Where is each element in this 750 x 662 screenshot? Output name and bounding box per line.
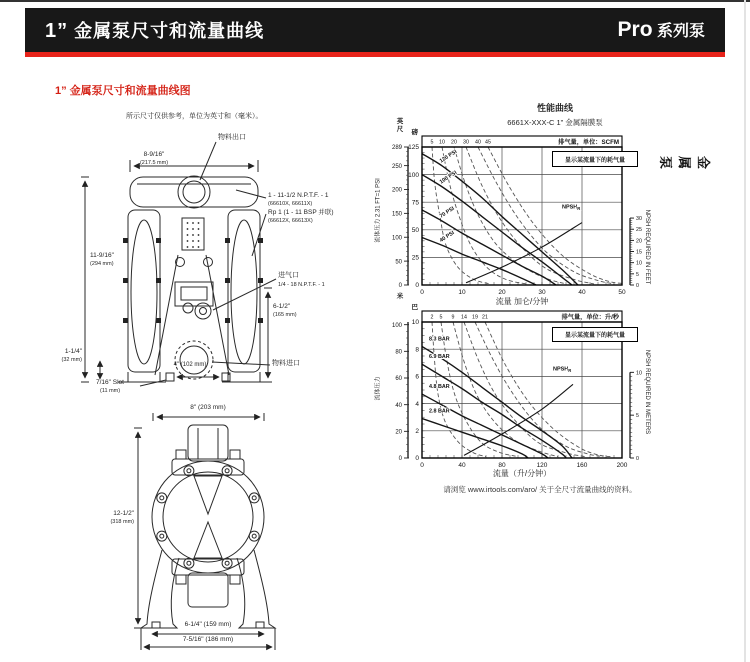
inlet-label: 物料进口 bbox=[272, 360, 300, 367]
svg-text:0: 0 bbox=[415, 455, 419, 463]
dim-slot: 7/16" Slot bbox=[96, 379, 124, 386]
svg-text:80: 80 bbox=[498, 462, 506, 469]
svg-text:19: 19 bbox=[472, 314, 478, 321]
svg-text:9: 9 bbox=[451, 314, 455, 321]
svg-text:排气量，单位：SCFM: 排气量，单位：SCFM bbox=[558, 138, 619, 146]
dim-width-front: 8-9/16" bbox=[143, 151, 165, 158]
svg-text:5: 5 bbox=[439, 314, 443, 321]
svg-text:60: 60 bbox=[395, 376, 402, 383]
svg-text:40: 40 bbox=[458, 462, 466, 469]
svg-text:0: 0 bbox=[636, 283, 639, 289]
svg-text:0: 0 bbox=[398, 283, 402, 290]
drawing-note: 所示尺寸仅供参考，单位为英寸和（毫米）。 bbox=[126, 113, 263, 120]
svg-text:磅: 磅 bbox=[411, 129, 418, 136]
svg-text:100: 100 bbox=[391, 322, 402, 329]
dim-air-height: 6-1/2" bbox=[273, 303, 291, 310]
dim-slot-mm: (11 mm) bbox=[100, 388, 121, 394]
chart1-y-axis-label: 流体压力 2.31 FT=1 PSI bbox=[375, 178, 382, 243]
svg-text:125: 125 bbox=[408, 144, 419, 152]
svg-text:0: 0 bbox=[420, 289, 424, 296]
svg-text:4.8 BAR: 4.8 BAR bbox=[429, 384, 450, 391]
svg-text:100: 100 bbox=[408, 171, 419, 179]
dim-height-side-mm: (318 mm) bbox=[110, 519, 134, 525]
chart1-legend-note: 显示某流量下的耗气量 bbox=[552, 151, 638, 167]
page-title-size: 1” bbox=[45, 20, 69, 42]
svg-text:10: 10 bbox=[411, 319, 419, 327]
svg-text:NPSHR: $NPSH_R$ bbox=[562, 204, 581, 212]
svg-text:8: 8 bbox=[415, 346, 419, 354]
svg-text:2.8 BAR: 2.8 BAR bbox=[429, 408, 450, 415]
svg-text:20: 20 bbox=[498, 289, 506, 296]
page-title: 1” 金属泵尺寸和流量曲线 bbox=[45, 20, 265, 42]
svg-text:250: 250 bbox=[391, 163, 402, 170]
section-title: 1” 金属泵尺寸和流量曲线图 bbox=[55, 85, 191, 97]
svg-text:0: 0 bbox=[636, 456, 639, 462]
air-inlet-spec: 1/4 - 18 N.P.T.F. - 1 bbox=[278, 282, 325, 288]
dim-width-front-mm: (217.5 mm) bbox=[139, 160, 169, 166]
chart1-npsh-axis-label: NPSH REQUIRED IN FEET bbox=[644, 209, 650, 285]
svg-text:10: 10 bbox=[636, 370, 642, 377]
right-edge-rule bbox=[744, 0, 746, 662]
svg-text:8.3 BAR: 8.3 BAR bbox=[429, 336, 450, 343]
svg-text:25: 25 bbox=[411, 254, 419, 262]
chart2-legend-note: 显示某流量下的耗气量 bbox=[552, 327, 638, 342]
svg-text:英: 英 bbox=[396, 118, 404, 125]
svg-text:30: 30 bbox=[463, 139, 469, 146]
page-header bbox=[25, 8, 725, 52]
svg-text:NPSHR: $NPSH_R$ bbox=[553, 366, 572, 373]
svg-text:21: 21 bbox=[482, 314, 488, 321]
svg-text:45: 45 bbox=[485, 139, 491, 146]
svg-text:120: 120 bbox=[536, 462, 548, 469]
svg-text:150: 150 bbox=[391, 211, 402, 218]
svg-text:0: 0 bbox=[415, 282, 419, 290]
svg-text:100 PSI: 100 PSI bbox=[438, 169, 459, 186]
svg-text:70 PSI: 70 PSI bbox=[438, 205, 456, 220]
svg-text:尺: 尺 bbox=[396, 126, 404, 133]
svg-text:20: 20 bbox=[451, 139, 457, 146]
svg-text:40 PSI: 40 PSI bbox=[438, 230, 456, 244]
svg-text:50: 50 bbox=[395, 259, 402, 266]
dim-bolt-span: 4" (102 mm) bbox=[173, 362, 207, 368]
svg-text:40: 40 bbox=[578, 289, 586, 296]
svg-text:14: 14 bbox=[461, 314, 467, 321]
svg-text:15: 15 bbox=[636, 249, 642, 256]
svg-text:米: 米 bbox=[396, 293, 404, 300]
dim-foot-height: 1-1/4" bbox=[64, 348, 82, 355]
svg-text:10: 10 bbox=[439, 139, 445, 146]
svg-text:160: 160 bbox=[576, 462, 588, 469]
svg-text:0: 0 bbox=[398, 456, 402, 463]
svg-text:2: 2 bbox=[415, 428, 419, 435]
header-red-rule bbox=[25, 52, 725, 57]
svg-text:200: 200 bbox=[391, 187, 402, 194]
svg-text:30: 30 bbox=[538, 289, 546, 296]
dim-width-side: 8" (203 mm) bbox=[190, 404, 226, 411]
svg-text:120 PSI: 120 PSI bbox=[438, 148, 459, 165]
outlet-label: 物料出口 bbox=[218, 134, 246, 141]
svg-text:0: 0 bbox=[420, 462, 424, 469]
port-spec-line3: Rp 1 (1 - 11 BSP 并联) bbox=[268, 209, 334, 216]
chart2-npsh-axis-label: NPSH REQUIRED IN METERS bbox=[644, 349, 650, 435]
dim-feet-outer: 7-5/16" (186 mm) bbox=[182, 636, 234, 643]
svg-text:30: 30 bbox=[636, 216, 642, 223]
svg-text:100: 100 bbox=[391, 235, 402, 242]
chart2-y-axis-label: 流体压力 bbox=[375, 376, 382, 401]
svg-text:2: 2 bbox=[430, 314, 434, 321]
svg-text:6.9 BAR: 6.9 BAR bbox=[429, 354, 450, 361]
chart-model-subtitle: 6661X-XXX-C 1” 金属隔膜泵 bbox=[507, 118, 603, 127]
dim-height-front: 11-9/16" bbox=[90, 252, 114, 259]
side-tab-label: 金属泵 bbox=[658, 156, 711, 176]
svg-text:75: 75 bbox=[411, 199, 419, 207]
svg-text:5: 5 bbox=[636, 413, 639, 420]
port-spec-line4: (66612X, 66613X) bbox=[268, 218, 313, 224]
svg-text:289: 289 bbox=[391, 145, 402, 152]
top-edge-rule bbox=[0, 0, 750, 2]
flange-bolts bbox=[157, 466, 259, 568]
dim-feet-inner: 6-1/4" (159 mm) bbox=[184, 621, 232, 628]
svg-text:50: 50 bbox=[411, 227, 419, 234]
port-spec-line2: (66610X, 66611X) bbox=[268, 201, 313, 207]
svg-text:20: 20 bbox=[395, 429, 402, 436]
svg-text:40: 40 bbox=[395, 402, 402, 409]
dim-height-side: 12-1/2" bbox=[113, 510, 134, 517]
svg-text:5: 5 bbox=[636, 271, 639, 278]
svg-text:80: 80 bbox=[395, 349, 402, 356]
chart2-x-axis-label: 流量（升/分钟） bbox=[492, 469, 552, 478]
port-spec-line1: 1 - 11-1/2 N.P.T.F. - 1 bbox=[268, 192, 329, 199]
svg-text:5: 5 bbox=[430, 139, 434, 146]
svg-text:排气量，单位：升/秒: 排气量，单位：升/秒 bbox=[561, 313, 619, 321]
svg-text:50: 50 bbox=[618, 289, 626, 296]
svg-text:6: 6 bbox=[415, 373, 419, 381]
dim-air-height-mm: (165 mm) bbox=[273, 312, 297, 318]
air-inlet-label: 进气口 bbox=[278, 272, 299, 279]
svg-text:200: 200 bbox=[616, 462, 628, 469]
footer-note: 请浏览 www.irtools.com/aro/ 关于全尺寸流量曲线的资料。 bbox=[443, 485, 637, 494]
svg-text:10: 10 bbox=[636, 260, 642, 267]
svg-text:25: 25 bbox=[636, 227, 642, 234]
chart1-x-axis-label: 流量 加仑/分钟 bbox=[495, 297, 549, 306]
svg-text:10: 10 bbox=[458, 289, 466, 296]
svg-text:巴: 巴 bbox=[411, 304, 418, 311]
svg-text:20: 20 bbox=[636, 238, 642, 245]
svg-text:4: 4 bbox=[415, 400, 419, 408]
chart-heading: 性能曲线 bbox=[536, 103, 573, 113]
dim-foot-height-mm: (32 mm) bbox=[61, 357, 82, 363]
pro-series-label: Pro 系列泵 bbox=[617, 18, 705, 41]
svg-text:40: 40 bbox=[475, 139, 481, 146]
dim-height-front-mm: (294 mm) bbox=[90, 261, 114, 267]
